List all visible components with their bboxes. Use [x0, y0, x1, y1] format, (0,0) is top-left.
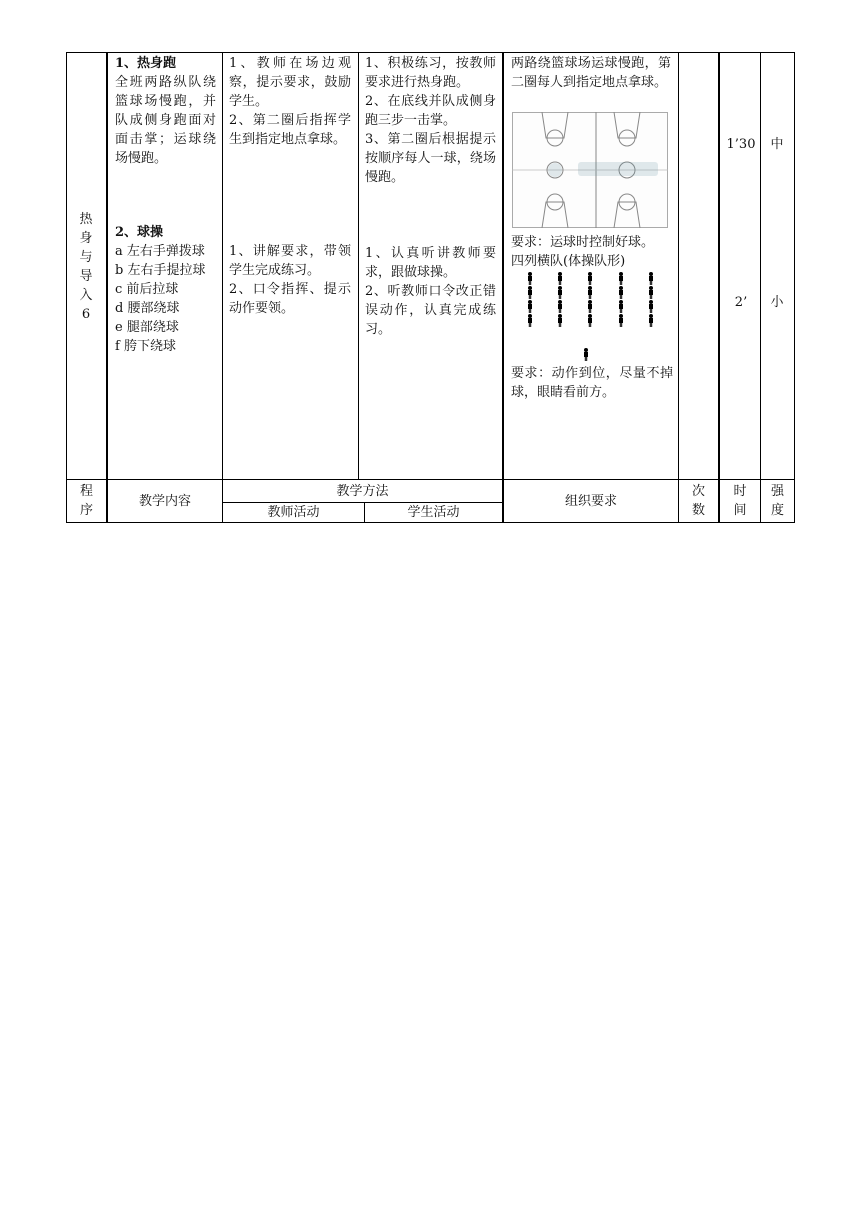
section-name-char: 与 [79, 250, 93, 265]
header-teacher: 教师活动 [267, 505, 320, 520]
table-top-border [66, 52, 795, 53]
section-bottom-border [66, 479, 795, 480]
teacher-line: 1、讲解要求，带领学生完成练习。 [229, 244, 351, 278]
teacher-line: 1、教师在场边观察，提示要求，鼓励学生。 [229, 56, 351, 109]
col-divider-student [502, 52, 504, 523]
header-program-char: 程 [79, 484, 93, 499]
time-value-1: 1’30 [726, 137, 756, 152]
header-time-char: 间 [733, 503, 747, 518]
student-line: 3、第二圈后根据提示按顺序每人一球，绕场慢跑。 [365, 132, 496, 185]
content-item2-line: d 腰部绕球 [115, 301, 180, 316]
org-req1-text: 要求：运球时控制好球。 [511, 235, 655, 250]
teacher-line: 2、口令指挥、提示动作要领。 [229, 282, 351, 316]
header-org: 组织要求 [564, 494, 617, 509]
content-item2 [115, 223, 216, 356]
header-time-char: 时 [733, 484, 747, 499]
student-block2 [365, 244, 496, 339]
table-bottom-border [66, 522, 795, 523]
org-formation-text: 四列横队(体操队形) [511, 254, 626, 269]
col-divider-content [222, 52, 223, 523]
time-value-2: 2’ [734, 295, 748, 310]
header-program-char: 序 [79, 503, 93, 518]
content-item2-line: e 腿部绕球 [115, 320, 179, 335]
col-divider-org [678, 52, 679, 523]
student-block1 [365, 54, 496, 187]
section-name-char: 身 [79, 231, 93, 246]
content-item2-title: 2、球操 [115, 225, 164, 240]
col-divider-teacher [358, 52, 359, 479]
content-item1 [115, 54, 216, 168]
table-right-border [794, 52, 795, 523]
content-item1-title: 1、热身跑 [115, 56, 177, 71]
content-item2-line: f 胯下绕球 [115, 339, 176, 354]
basketball-court-icon [512, 112, 668, 228]
header-intensity-char: 强 [770, 484, 784, 499]
intensity-value-2: 小 [770, 295, 784, 310]
content-item2-line: a 左右手弹拨球 [115, 244, 205, 259]
student-line: 2、在底线并队成侧身跑三步一击掌。 [365, 94, 496, 128]
col-divider-time [760, 52, 761, 523]
content-item2-line: c 前后拉球 [115, 282, 179, 297]
header-count [679, 482, 718, 520]
section-name-char: 6 [81, 307, 91, 322]
section-name-char: 入 [79, 288, 93, 303]
content-item2-line: b 左右手提拉球 [115, 263, 206, 278]
teacher-block2 [229, 242, 351, 318]
teacher-block1 [229, 54, 351, 149]
col-divider-program [106, 52, 108, 523]
org-req1 [511, 233, 673, 271]
section-name-char: 热 [79, 212, 93, 227]
section-name-char: 导 [79, 269, 93, 284]
teacher-line: 2、第二圈后指挥学生到指定地点拿球。 [229, 113, 351, 147]
org-text1: 两路绕篮球场运球慢跑，第二圈每人到指定地点拿球。 [511, 56, 671, 90]
student-line: 1、认真听讲教师要求，跟做球操。 [365, 246, 496, 280]
intensity-value-1: 中 [770, 137, 784, 152]
header-content: 教学内容 [138, 494, 191, 509]
student-line: 2、听教师口令改正错误动作，认真完成练习。 [365, 284, 496, 337]
section-name [78, 210, 94, 324]
col-divider-count [718, 52, 720, 523]
header-method: 教学方法 [336, 484, 389, 499]
student-line: 1、积极练习，按教师要求进行热身跑。 [365, 56, 496, 90]
header-program [67, 482, 106, 520]
header-count-char: 数 [691, 503, 705, 518]
formation-figures [528, 272, 653, 361]
table-left-border [66, 52, 67, 523]
header-intensity-char: 度 [770, 503, 784, 518]
header-intensity [761, 482, 794, 520]
formation-diagram [520, 270, 660, 365]
header-student: 学生活动 [407, 505, 460, 520]
header-time [720, 482, 760, 520]
content-item1-text: 全班两路纵队绕篮球场慢跑，并队成侧身跑面对面击掌；运球绕场慢跑。 [115, 75, 216, 166]
header-count-char: 次 [691, 484, 705, 499]
org-req2: 要求：动作到位，尽量不掉球，眼睛看前方。 [511, 366, 673, 400]
